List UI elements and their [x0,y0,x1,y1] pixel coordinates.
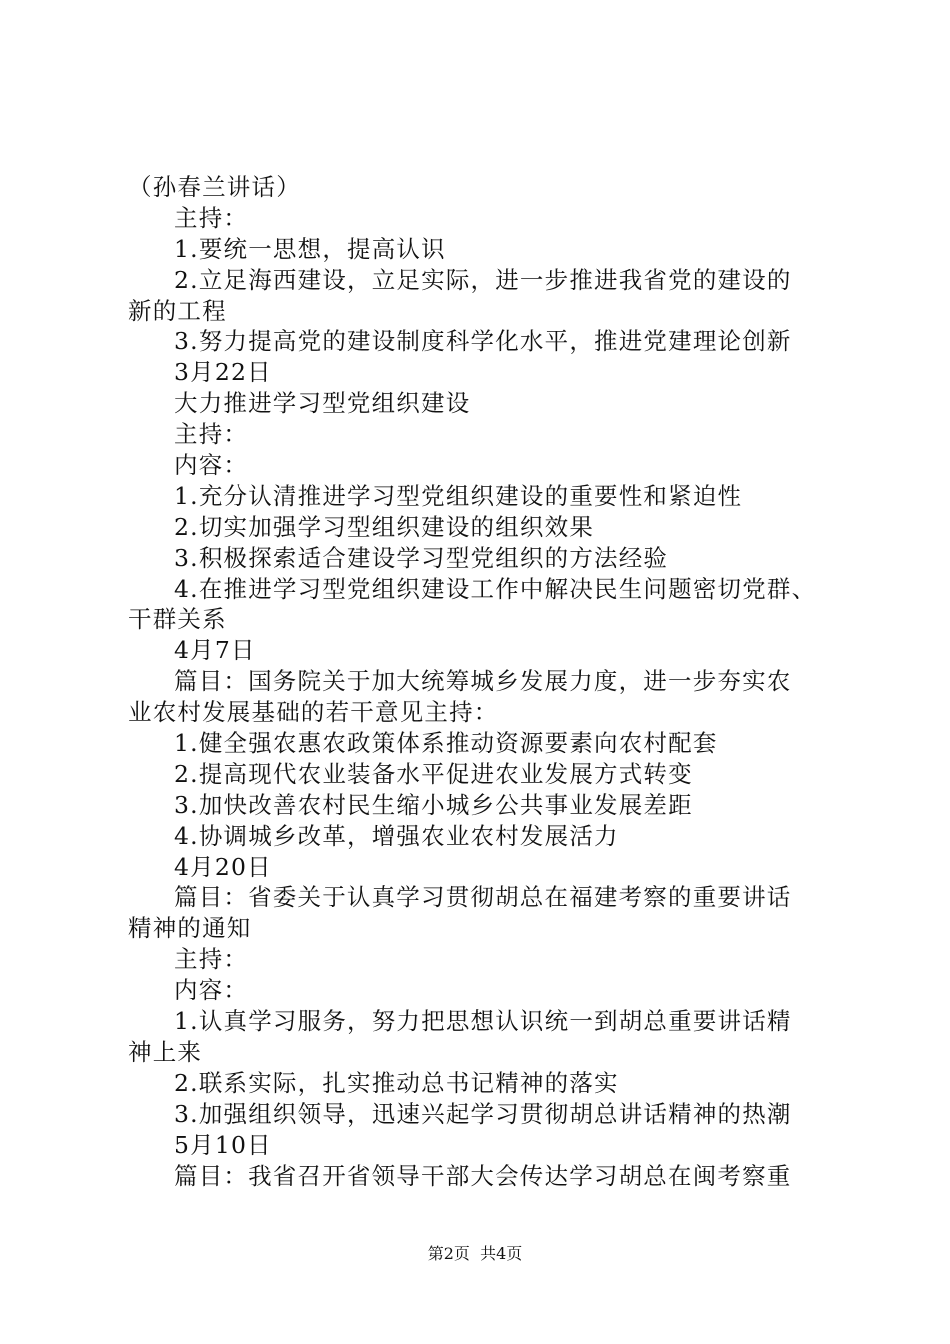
text-line: 篇目：省委关于认真学习贯彻胡总在福建考察的重要讲话 [174,883,792,912]
text-line: 5月10日 [174,1130,272,1159]
text-line: 3月22日 [174,358,272,387]
text-line: 3.积极探索适合建设学习型党组织的方法经验 [174,543,669,572]
text-line: 内容： [174,976,249,1005]
text-line: 业农村发展基础的若干意见主持： [128,698,499,727]
text-line: 主持： [174,420,249,449]
text-line: 3.加强组织领导，迅速兴起学习贯彻胡总讲话精神的热潮 [174,1099,792,1128]
text-line: 2.切实加强学习型组织建设的组织效果 [174,512,595,541]
text-line: （孙春兰讲话） [128,173,301,201]
text-line: 4.协调城乡改革，增强农业农村发展活力 [174,821,619,850]
text-line: 神上来 [128,1037,203,1066]
text-line: 2.立足海西建设，立足实际，进一步推进我省党的建设的 [174,265,792,294]
text-line: 1.要统一思想，提高认识 [174,234,446,263]
text-line: 1.充分认清推进学习型党组织建设的重要性和紧迫性 [174,481,743,510]
text-line: 大力推进学习型党组织建设 [174,389,471,418]
text-line: 2.联系实际，扎实推动总书记精神的落实 [174,1068,619,1097]
text-line: 篇目：国务院关于加大统筹城乡发展力度，进一步夯实农 [174,667,792,696]
text-line: 3.加快改善农村民生缩小城乡公共事业发展差距 [174,790,693,819]
text-line: 3.努力提高党的建设制度科学化水平，推进党建理论创新 [174,327,792,356]
text-line: 1.认真学习服务，努力把思想认识统一到胡总重要讲话精 [174,1007,792,1036]
text-line: 内容： [174,451,249,480]
document-body [128,172,838,1191]
text-line: 干群关系 [128,605,227,634]
text-line: 精神的通知 [128,914,252,943]
text-line: 2.提高现代农业装备水平促进农业发展方式转变 [174,759,693,788]
text-line: 4月7日 [174,636,256,665]
text-line: 篇目：我省召开省领导干部大会传达学习胡总在闽考察重 [174,1161,792,1190]
text-line: 主持： [174,945,249,974]
text-line: 4月20日 [174,852,272,881]
text-line: 主持： [174,203,249,232]
text-line: 4.在推进学习型党组织建设工作中解决民生问题密切党群、 [174,574,817,603]
page-footer: 第2页 共4页 [427,1244,523,1263]
text-line: 新的工程 [128,296,227,325]
text-line: 1.健全强农惠农政策体系推动资源要素向农村配套 [174,729,718,758]
